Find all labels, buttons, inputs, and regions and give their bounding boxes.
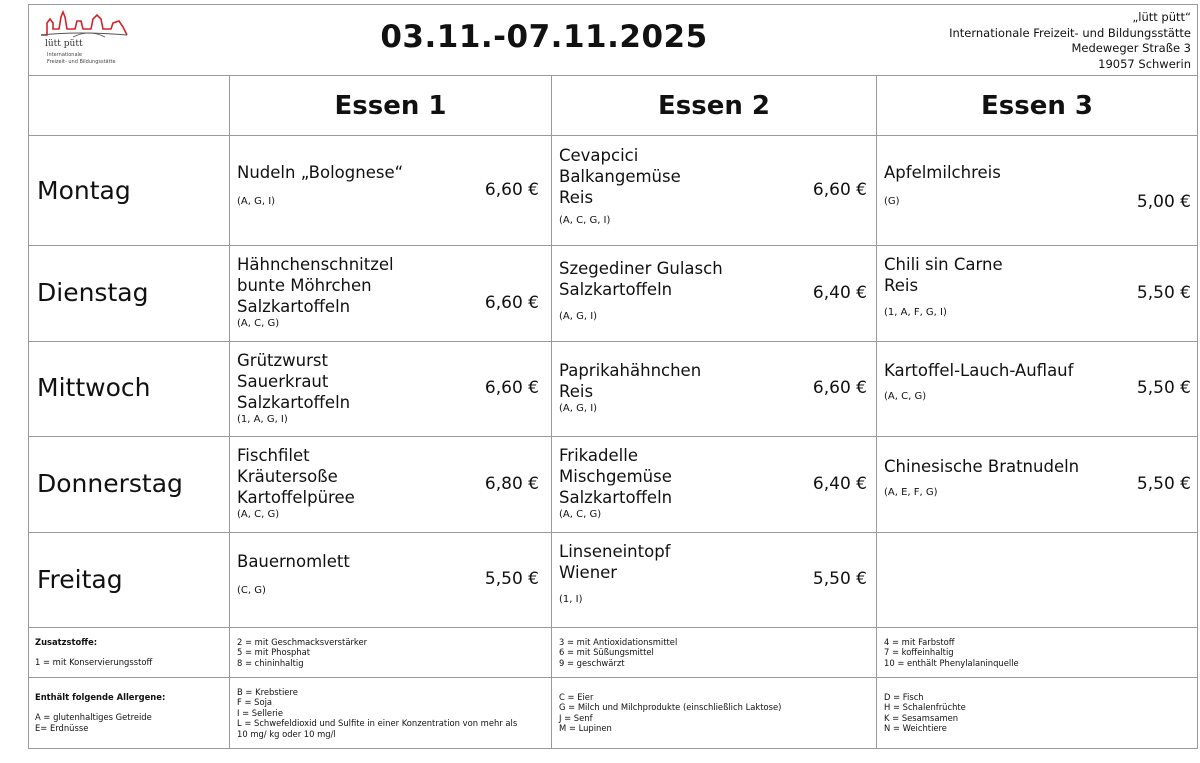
legend-entry: N = Weichtiere	[884, 723, 947, 734]
meal-donnerstag-1	[237, 445, 355, 522]
price-mittwoch-3: 5,50 €	[1136, 378, 1191, 398]
meal-allergens: (A, E, F, G)	[884, 487, 938, 498]
price-donnerstag-1: 6,80 €	[484, 474, 539, 494]
column-header-essen-2: Essen 2	[658, 91, 770, 121]
address-line: Medeweger Straße 3	[1071, 41, 1191, 55]
meal-allergens: (A, C, G)	[237, 318, 280, 329]
price-dienstag-3: 5,50 €	[1136, 283, 1191, 303]
legend-entry: 5 = mit Phosphat	[237, 647, 310, 658]
meal-dienstag-1	[237, 254, 394, 331]
grid-line	[29, 245, 1197, 246]
meal-freitag-2	[559, 541, 670, 607]
legend-entry: F = Soja	[237, 697, 273, 708]
meal-line: Kartoffelpüree	[237, 488, 355, 507]
grid-line	[551, 75, 552, 748]
legend-entry: 1 = mit Konservierungsstoff	[35, 657, 153, 668]
legend-entry: J = Senf	[559, 712, 593, 723]
allergens-column	[237, 687, 517, 739]
legend-entry: L = Schwefeldioxid und Sulfite in einer Konzentration von mehr als	[237, 718, 518, 729]
meal-line: Reis	[884, 276, 919, 295]
meal-allergens: (A, C, G)	[884, 391, 927, 402]
legend-entry: 6 = mit Süßungsmittel	[559, 647, 654, 658]
legend-entry: 10 = enthält Phenylalaninquelle	[884, 657, 1019, 668]
logo-name: lütt pütt	[45, 39, 83, 49]
grid-line	[29, 677, 1197, 678]
legend-entry: E= Erdnüsse	[35, 722, 89, 733]
meal-line: Kräutersoße	[237, 467, 338, 486]
meal-allergens: (1, A, G, I)	[237, 414, 288, 425]
address-line: Internationale Freizeit- und Bildungsstätte	[949, 25, 1191, 40]
price-montag-1: 6,60 €	[484, 180, 539, 200]
price-montag-2: 6,60 €	[812, 180, 867, 200]
meal-allergens: (A, G, I)	[237, 196, 276, 207]
meal-montag-1	[237, 162, 403, 209]
meal-allergens: (A, G, I)	[559, 403, 598, 414]
legend-entry: 4 = mit Farbstoff	[884, 637, 955, 647]
allergens-column	[559, 692, 781, 734]
price-mittwoch-2: 6,60 €	[812, 378, 867, 398]
meal-line: Fischfilet	[237, 446, 310, 465]
meal-line: Reis	[559, 382, 594, 401]
meal-montag-3	[884, 162, 1001, 209]
day-label-dienstag: Dienstag	[37, 278, 149, 307]
meal-allergens: (G)	[884, 196, 900, 207]
legend-entry: M = Lupinen	[559, 723, 612, 734]
meal-line: Linseneintopf	[559, 542, 671, 561]
grid-line	[229, 75, 230, 748]
meal-mittwoch-1	[237, 350, 350, 427]
legend-entry: 7 = koffeinhaltig	[884, 647, 954, 658]
legend-entry: K = Sesamsamen	[884, 712, 959, 723]
address-line: „lütt pütt“	[1132, 10, 1191, 24]
legend-entry: 10 mg/ kg oder 10 mg/l	[237, 728, 336, 739]
column-header-essen-1: Essen 1	[334, 91, 447, 121]
legend-entry: 9 = geschwärzt	[559, 657, 625, 668]
price-freitag-1: 5,50 €	[484, 569, 539, 589]
meal-line: Apfelmilchreis	[884, 163, 1001, 182]
additives-column	[884, 637, 1019, 668]
meal-line: bunte Möhrchen	[237, 276, 372, 295]
price-donnerstag-2: 6,40 €	[812, 474, 867, 494]
meal-donnerstag-3	[884, 456, 1079, 500]
additives-column	[559, 637, 677, 668]
meal-line: Salzkartoffeln	[237, 297, 351, 316]
meal-allergens: (A, C, G)	[559, 509, 602, 520]
legend-entry: A = glutenhaltiges Getreide	[35, 712, 152, 723]
meal-line: Balkangemüse	[559, 167, 681, 186]
allergens-title: Enthält folgende Allergene:	[35, 692, 166, 702]
allergens-column	[884, 692, 966, 734]
logo	[39, 9, 131, 69]
meal-freitag-1	[237, 551, 350, 598]
legend-entry: H = Schalenfrüchte	[884, 702, 966, 713]
grid-line	[29, 341, 1197, 342]
legend-entry: I = Sellerie	[237, 707, 284, 718]
day-label-donnerstag: Donnerstag	[37, 469, 183, 498]
grid-line	[876, 75, 877, 748]
meal-line: Chinesische Bratnudeln	[884, 457, 1080, 476]
legend-entry: 3 = mit Antioxidationsmittel	[559, 637, 678, 647]
day-label-montag: Montag	[37, 176, 131, 205]
address-line: 19057 Schwerin	[1098, 56, 1191, 71]
grid-line	[29, 627, 1197, 628]
meal-montag-2	[559, 145, 681, 228]
meal-line: Salzkartoffeln	[237, 393, 351, 412]
price-freitag-2: 5,50 €	[812, 569, 867, 589]
meal-line: Cevapcici	[559, 146, 639, 165]
legend-entry: D = Fisch	[884, 692, 924, 702]
meal-line: Paprikahähnchen	[559, 361, 702, 380]
castle-logo-icon	[39, 9, 131, 39]
meal-allergens: (A, G, I)	[559, 311, 598, 322]
legend-entry: C = Eier	[559, 692, 594, 702]
meal-line: Grützwurst	[237, 351, 328, 370]
meal-donnerstag-2	[559, 445, 672, 522]
price-dienstag-2: 6,40 €	[812, 283, 867, 303]
meal-dienstag-3	[884, 254, 1003, 320]
header	[29, 5, 1197, 75]
meal-line: Mischgemüse	[559, 467, 672, 486]
price-dienstag-1: 6,60 €	[484, 293, 539, 313]
meal-line: Wiener	[559, 563, 618, 582]
meal-line: Frikadelle	[559, 446, 638, 465]
logo-subtitle: Freizeit- und Bildungsstätte	[47, 59, 116, 65]
legend-entry: B = Krebstiere	[237, 687, 298, 697]
meal-line: Reis	[559, 188, 594, 207]
meal-line: Szegediner Gulasch	[559, 259, 723, 278]
meal-mittwoch-3	[884, 360, 1073, 404]
meal-line: Nudeln „Bolognese“	[237, 163, 404, 182]
meal-allergens: (1, A, F, G, I)	[884, 307, 947, 318]
meal-line: Kartoffel-Lauch-Auflauf	[884, 361, 1074, 380]
day-label-freitag: Freitag	[37, 565, 123, 594]
additives-column	[237, 637, 367, 668]
legend-entry: G = Milch und Milchprodukte (einschließlich Laktose)	[559, 702, 782, 713]
meal-allergens: (1, I)	[559, 594, 583, 605]
price-mittwoch-1: 6,60 €	[484, 378, 539, 398]
meal-allergens: (C, G)	[237, 585, 266, 596]
legend-entry: 2 = mit Geschmacksverstärker	[237, 637, 368, 647]
menu-sheet	[28, 4, 1198, 749]
day-label-mittwoch: Mittwoch	[37, 373, 151, 402]
meal-line: Hähnchenschnitzel	[237, 255, 394, 274]
grid-line	[29, 532, 1197, 533]
meal-line: Salzkartoffeln	[559, 488, 673, 507]
meal-line: Bauernomlett	[237, 552, 350, 571]
meal-mittwoch-2	[559, 360, 701, 416]
additives-legend	[35, 637, 152, 668]
logo-subtitle: Internationale	[47, 52, 82, 58]
allergens-legend	[35, 692, 165, 733]
price-montag-3: 5,00 €	[1136, 192, 1191, 212]
additives-title: Zusatzstoffe:	[35, 637, 98, 647]
date-range-title: 03.11.-07.11.2025	[380, 19, 708, 55]
price-donnerstag-3: 5,50 €	[1136, 474, 1191, 494]
column-header-essen-3: Essen 3	[981, 91, 1093, 121]
meal-allergens: (A, C, G, I)	[559, 215, 611, 226]
grid-line	[29, 436, 1197, 437]
meal-line: Sauerkraut	[237, 372, 329, 391]
meal-line: Salzkartoffeln	[559, 280, 673, 299]
meal-dienstag-2	[559, 258, 723, 324]
meal-line: Chili sin Carne	[884, 255, 1003, 274]
meal-allergens: (A, C, G)	[237, 509, 280, 520]
address-block	[949, 10, 1191, 72]
legend-entry: 8 = chininhaltig	[237, 657, 304, 668]
